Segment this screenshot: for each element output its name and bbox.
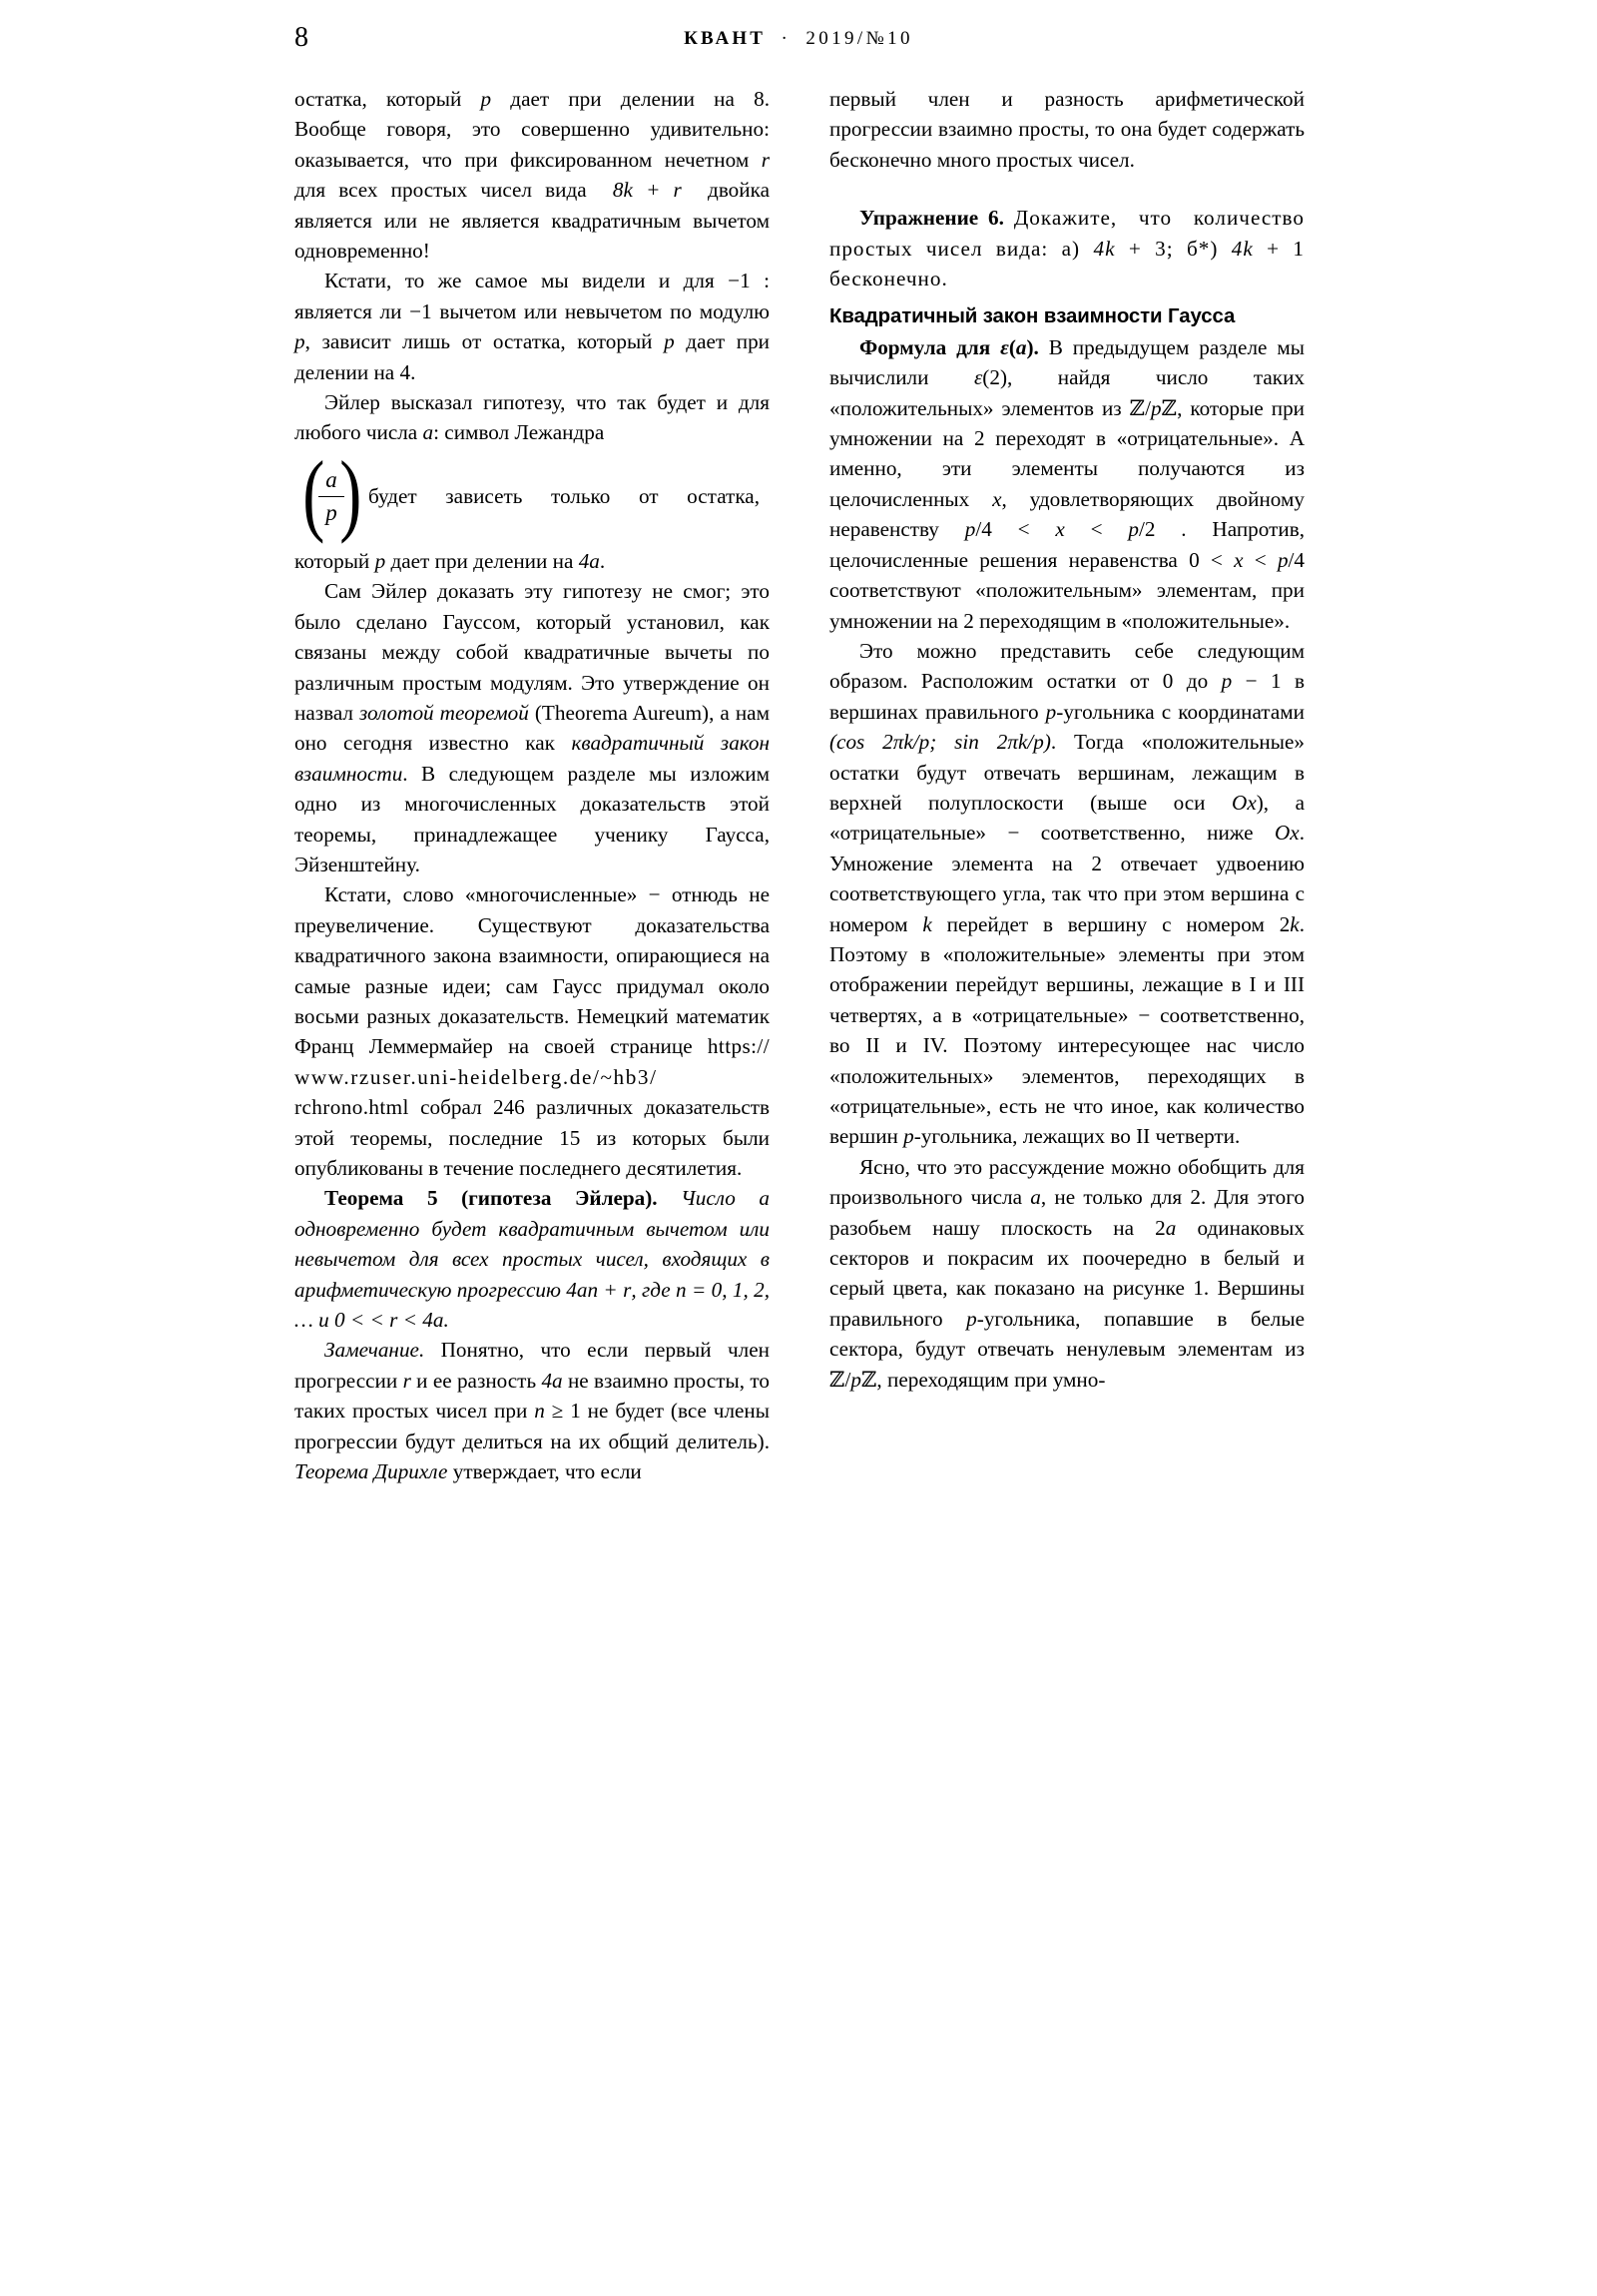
right-column xyxy=(829,84,1305,1531)
two-column-body xyxy=(294,84,1305,1531)
legendre-denominator: p xyxy=(325,499,337,525)
legendre-numerator: a xyxy=(325,466,337,492)
paragraph-remainder-mod8: остатка, который p дает при делении на 8. Вообще говоря, это совершенно удивительно: оказывается, что при фиксированном нечетном r для всех простых чисел вида 8k + r двойка является или не является квадратичным вычетом одновременно! xyxy=(294,87,770,264)
exercise-6 xyxy=(829,203,1305,293)
journal-name: КВАНТ xyxy=(684,28,766,49)
running-head xyxy=(260,22,1337,68)
legendre-trailing-text: будет зависеть только от остатка, xyxy=(368,483,760,508)
legendre-symbol-display xyxy=(294,441,770,546)
paragraph-dirichlet-continuation: первый член и разность арифметической прогрессии взаимно просты, то она будет содержать бесконечно много простых чисел. xyxy=(829,87,1305,172)
theorem-5-body: Число a одновременно будет квадратичным вычетом или невычетом для всех простых чисел, входящих в арифметическую прогрессию 4an + r, где n = 0, 1, 2, … и 0 < < r < 4a. xyxy=(294,1186,770,1333)
left-column xyxy=(294,84,770,1531)
paragraph-polygon-representation: Это можно представить себе следующим образом. Расположим остатки от 0 до p − 1 в вершинах правильного p-угольника с координатами (cos 2πk/p; sin 2πk/p). Тогда «положительные» остатки будут отвечать вершинам, лежащим в верхней полуплоскости (выше оси Ox), а «отрицательные» − соответственно, ниже Ox. Умножение элемента на 2 отвечает удвоению соответствующего угла, так что при этом вершина с номером k перейдет в вершину с номером 2k. Поэтому в «положительные» элементы при этом отображении перейдут вершины, лежащие в I и III четвертях, а в «отрицательные» − соответственно, во II и IV. Поэтому интересующее нас число «положительных» элементов, переходящих в «отрицательные», есть не что иное, как количество вершин p-угольника, лежащих во II четверти. xyxy=(829,638,1306,1149)
right-paren-glyph: ) xyxy=(339,441,362,544)
remark-label: Замечание. xyxy=(324,1338,425,1363)
paragraph-many-proofs: Кстати, слово «многочисленные» − отнюдь не преувеличение. Существуют доказательства квадратичного закона взаимности, опирающиеся на самые разные идеи; сам Гаусс придумал около восьми разных доказательств. Немецкий математик Франц Леммермайер на своей странице https:/​/ www.rzuser.uni-heidelberg.de/~hb3/ rchrono.html собрал 246 различных доказательств этой теоремы, последние 15 из которых были опубликованы в течение последнего десятилетия. xyxy=(294,882,770,1180)
left-paren-glyph: ( xyxy=(302,441,325,544)
exercise-6-label: Упражнение 6. xyxy=(859,206,1004,231)
paragraph-epsilon-formula: Формула для ε(a). В предыдущем разделе мы вычислили ε(2), найдя число таких «положительных» элементов из ℤ/pℤ, которые при умножении на 2 переходят в «отрицательные». А именно, эти элементы получаются из целочисленных x, удовлетворяющих двойному неравенству p/4 < x < p/2 . Напротив, целочисленные решения неравенства 0 < x < p/4 соответствуют «положительным» элементам, при умножении на 2 переходящим в «положительные». xyxy=(829,334,1306,633)
exercise-6-body: Докажите, что количество простых чисел вида: а) 4k + 3; б*) 4k + 1 бесконечно. xyxy=(829,206,1305,291)
section-heading-quadratic-reciprocity: Квадратичный закон взаимности Гаусса xyxy=(829,305,1236,328)
dirichlet-theorem-tail: утверждает, что если xyxy=(452,1459,642,1484)
paragraph-generalization-sectors: Ясно, что это рассуждение можно обобщить для произвольного числа a, не только для 2. Для этого разобьем нашу плоскость на 2a одинаковых секторов и покрасим их поочередно в белый и серый цвета, как показано на рисунке 1. Вершины правильного p-угольника, попавшие в белые сектора, будут отвечать ненулевым элементам из ℤ/pℤ, переходящим при умно- xyxy=(829,1154,1305,1392)
page-number: 8 xyxy=(294,22,308,53)
journal-page xyxy=(260,0,1337,1550)
journal-running-title xyxy=(260,28,1337,50)
theorem-5 xyxy=(294,1183,770,1335)
paragraph-euler-hypothesis-intro: Эйлер высказал гипотезу, что так будет и для любого числа a: символ Лежандра xyxy=(294,390,770,445)
paragraph-euler-hypothesis-tail: который p дает при делении на 4a. xyxy=(294,548,606,573)
running-head-separator: · xyxy=(781,28,791,49)
journal-issue: 2019/№10 xyxy=(805,28,913,49)
legendre-symbol xyxy=(294,441,368,544)
paragraph-minus-one: Кстати, то же самое мы видели и для −1 : является ли −1 вычетом или невычетом по модулю p, зависит лишь от остатка, который p дает при делении на 4. xyxy=(294,269,770,384)
remark-paragraph: Замечание. Понятно, что если первый член прогрессии r и ее разность 4a не взаимно просты, то таких простых чисел при n ≥ 1 не будет (все члены прогрессии будут делиться на их общий делитель). Теорема Дирихле утверждает, что если xyxy=(294,1338,770,1484)
paragraph-gauss-golden-theorem: Сам Эйлер доказать эту гипотезу не смог; это было сделано Гауссом, который установил, как связаны между собой квадратичные вычеты по различным простым модулям. Это утверждение он назвал золотой теоремой (Theorema Aureum), а нам оно сегодня известно как квадратичный закон взаимности. В следующем разделе мы изложим одно из многочисленных доказательств этой теоремы, принадлежащее ученику Гаусса, Эйзенштейну. xyxy=(294,579,770,876)
dirichlet-theorem-label: Теорема Дирихле xyxy=(294,1459,448,1484)
theorem-5-label: Теорема 5 (гипотеза Эйлера). xyxy=(324,1186,658,1211)
formula-label: Формула для ε(a). xyxy=(859,334,1039,359)
